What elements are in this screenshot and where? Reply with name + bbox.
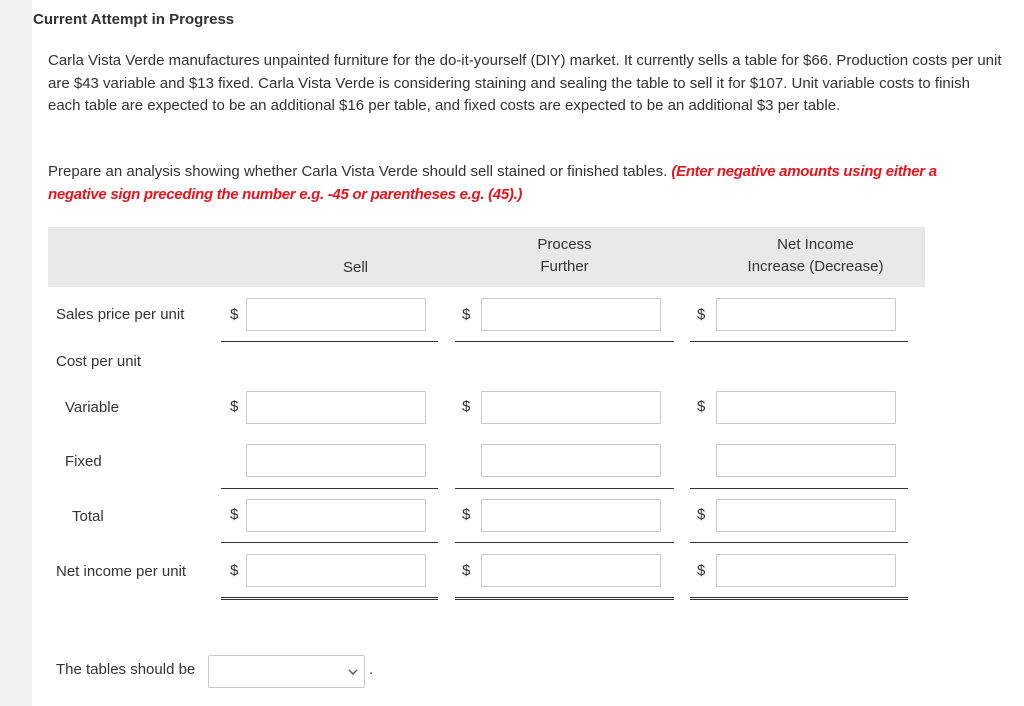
underline — [455, 341, 674, 342]
underline — [455, 488, 674, 489]
row-label-total: Total — [72, 508, 104, 525]
row-label-sales-price: Sales price per unit — [56, 306, 185, 323]
net-income-sell-input[interactable] — [246, 554, 426, 587]
dollar-sign: $ — [697, 562, 706, 579]
underline — [221, 542, 438, 543]
underline — [221, 488, 438, 489]
left-margin-strip — [0, 0, 32, 706]
sentence-period: . — [369, 661, 374, 678]
negative-amount-note: (Enter negative amounts using either a negative sign preceding the number e.g. -45 or parentheses e.g. (45).) — [48, 163, 937, 203]
column-header-process-further — [488, 234, 641, 278]
total-process-input[interactable] — [481, 499, 661, 532]
row-label-net-income: Net income per unit — [56, 563, 187, 580]
dollar-sign: $ — [697, 506, 706, 523]
double-underline — [221, 597, 438, 600]
fixed-sell-input[interactable] — [246, 444, 426, 477]
underline — [690, 488, 908, 489]
conclusion-label: The tables should be — [56, 661, 196, 678]
problem-statement: Carla Vista Verde manufactures unpainted furniture for the do-it-yourself (DIY) market. It currently sells a table for $66. Production costs per unit are $43 variable and $13 fixed. Carla Vista Verde is considering staining and sealing the table to sell it for $107. Unit variable costs to finish each table are expected to be an additional $16 per table, and fixed costs are expected to be an additional $3 per table. — [48, 52, 1002, 114]
underline — [690, 542, 908, 543]
sales-price-net-input[interactable] — [716, 298, 896, 331]
total-sell-input[interactable] — [246, 499, 426, 532]
variable-sell-input[interactable] — [246, 391, 426, 424]
dollar-sign: $ — [697, 306, 706, 323]
attempt-status-title: Current Attempt in Progress — [33, 11, 235, 28]
double-underline — [690, 597, 908, 600]
tables-should-be-select[interactable] — [208, 655, 365, 688]
column-header-process-line1: Process — [537, 236, 592, 253]
column-header-net-income — [723, 234, 908, 278]
dollar-sign: $ — [697, 398, 706, 415]
net-income-process-input[interactable] — [481, 554, 661, 587]
row-label-cost-per-unit: Cost per unit — [56, 353, 142, 370]
dollar-sign: $ — [462, 506, 471, 523]
sales-price-sell-input[interactable] — [246, 298, 426, 331]
table-header — [48, 227, 925, 287]
underline — [221, 341, 438, 342]
net-income-net-input[interactable] — [716, 554, 896, 587]
fixed-process-input[interactable] — [481, 444, 661, 477]
dollar-sign: $ — [462, 562, 471, 579]
sales-price-process-input[interactable] — [481, 298, 661, 331]
dollar-sign: $ — [230, 562, 239, 579]
instructions-text: Prepare an analysis showing whether Carla Vista Verde should sell stained or finished tables. — [48, 163, 668, 180]
dollar-sign: $ — [462, 398, 471, 415]
dollar-sign: $ — [230, 398, 239, 415]
column-header-net-line2: Increase (Decrease) — [747, 258, 884, 275]
column-header-sell: Sell — [342, 259, 368, 276]
fixed-net-input[interactable] — [716, 444, 896, 477]
chevron-down-icon — [348, 668, 358, 676]
row-label-fixed: Fixed — [65, 453, 102, 470]
variable-process-input[interactable] — [481, 391, 661, 424]
row-label-variable: Variable — [65, 399, 119, 416]
underline — [690, 341, 908, 342]
variable-net-input[interactable] — [716, 391, 896, 424]
double-underline — [455, 597, 674, 600]
underline — [455, 542, 674, 543]
total-net-input[interactable] — [716, 499, 896, 532]
column-header-process-line2: Further — [540, 258, 589, 275]
dollar-sign: $ — [230, 306, 239, 323]
dollar-sign: $ — [462, 306, 471, 323]
instructions — [48, 161, 988, 206]
dollar-sign: $ — [230, 506, 239, 523]
column-header-net-line1: Net Income — [777, 236, 854, 253]
